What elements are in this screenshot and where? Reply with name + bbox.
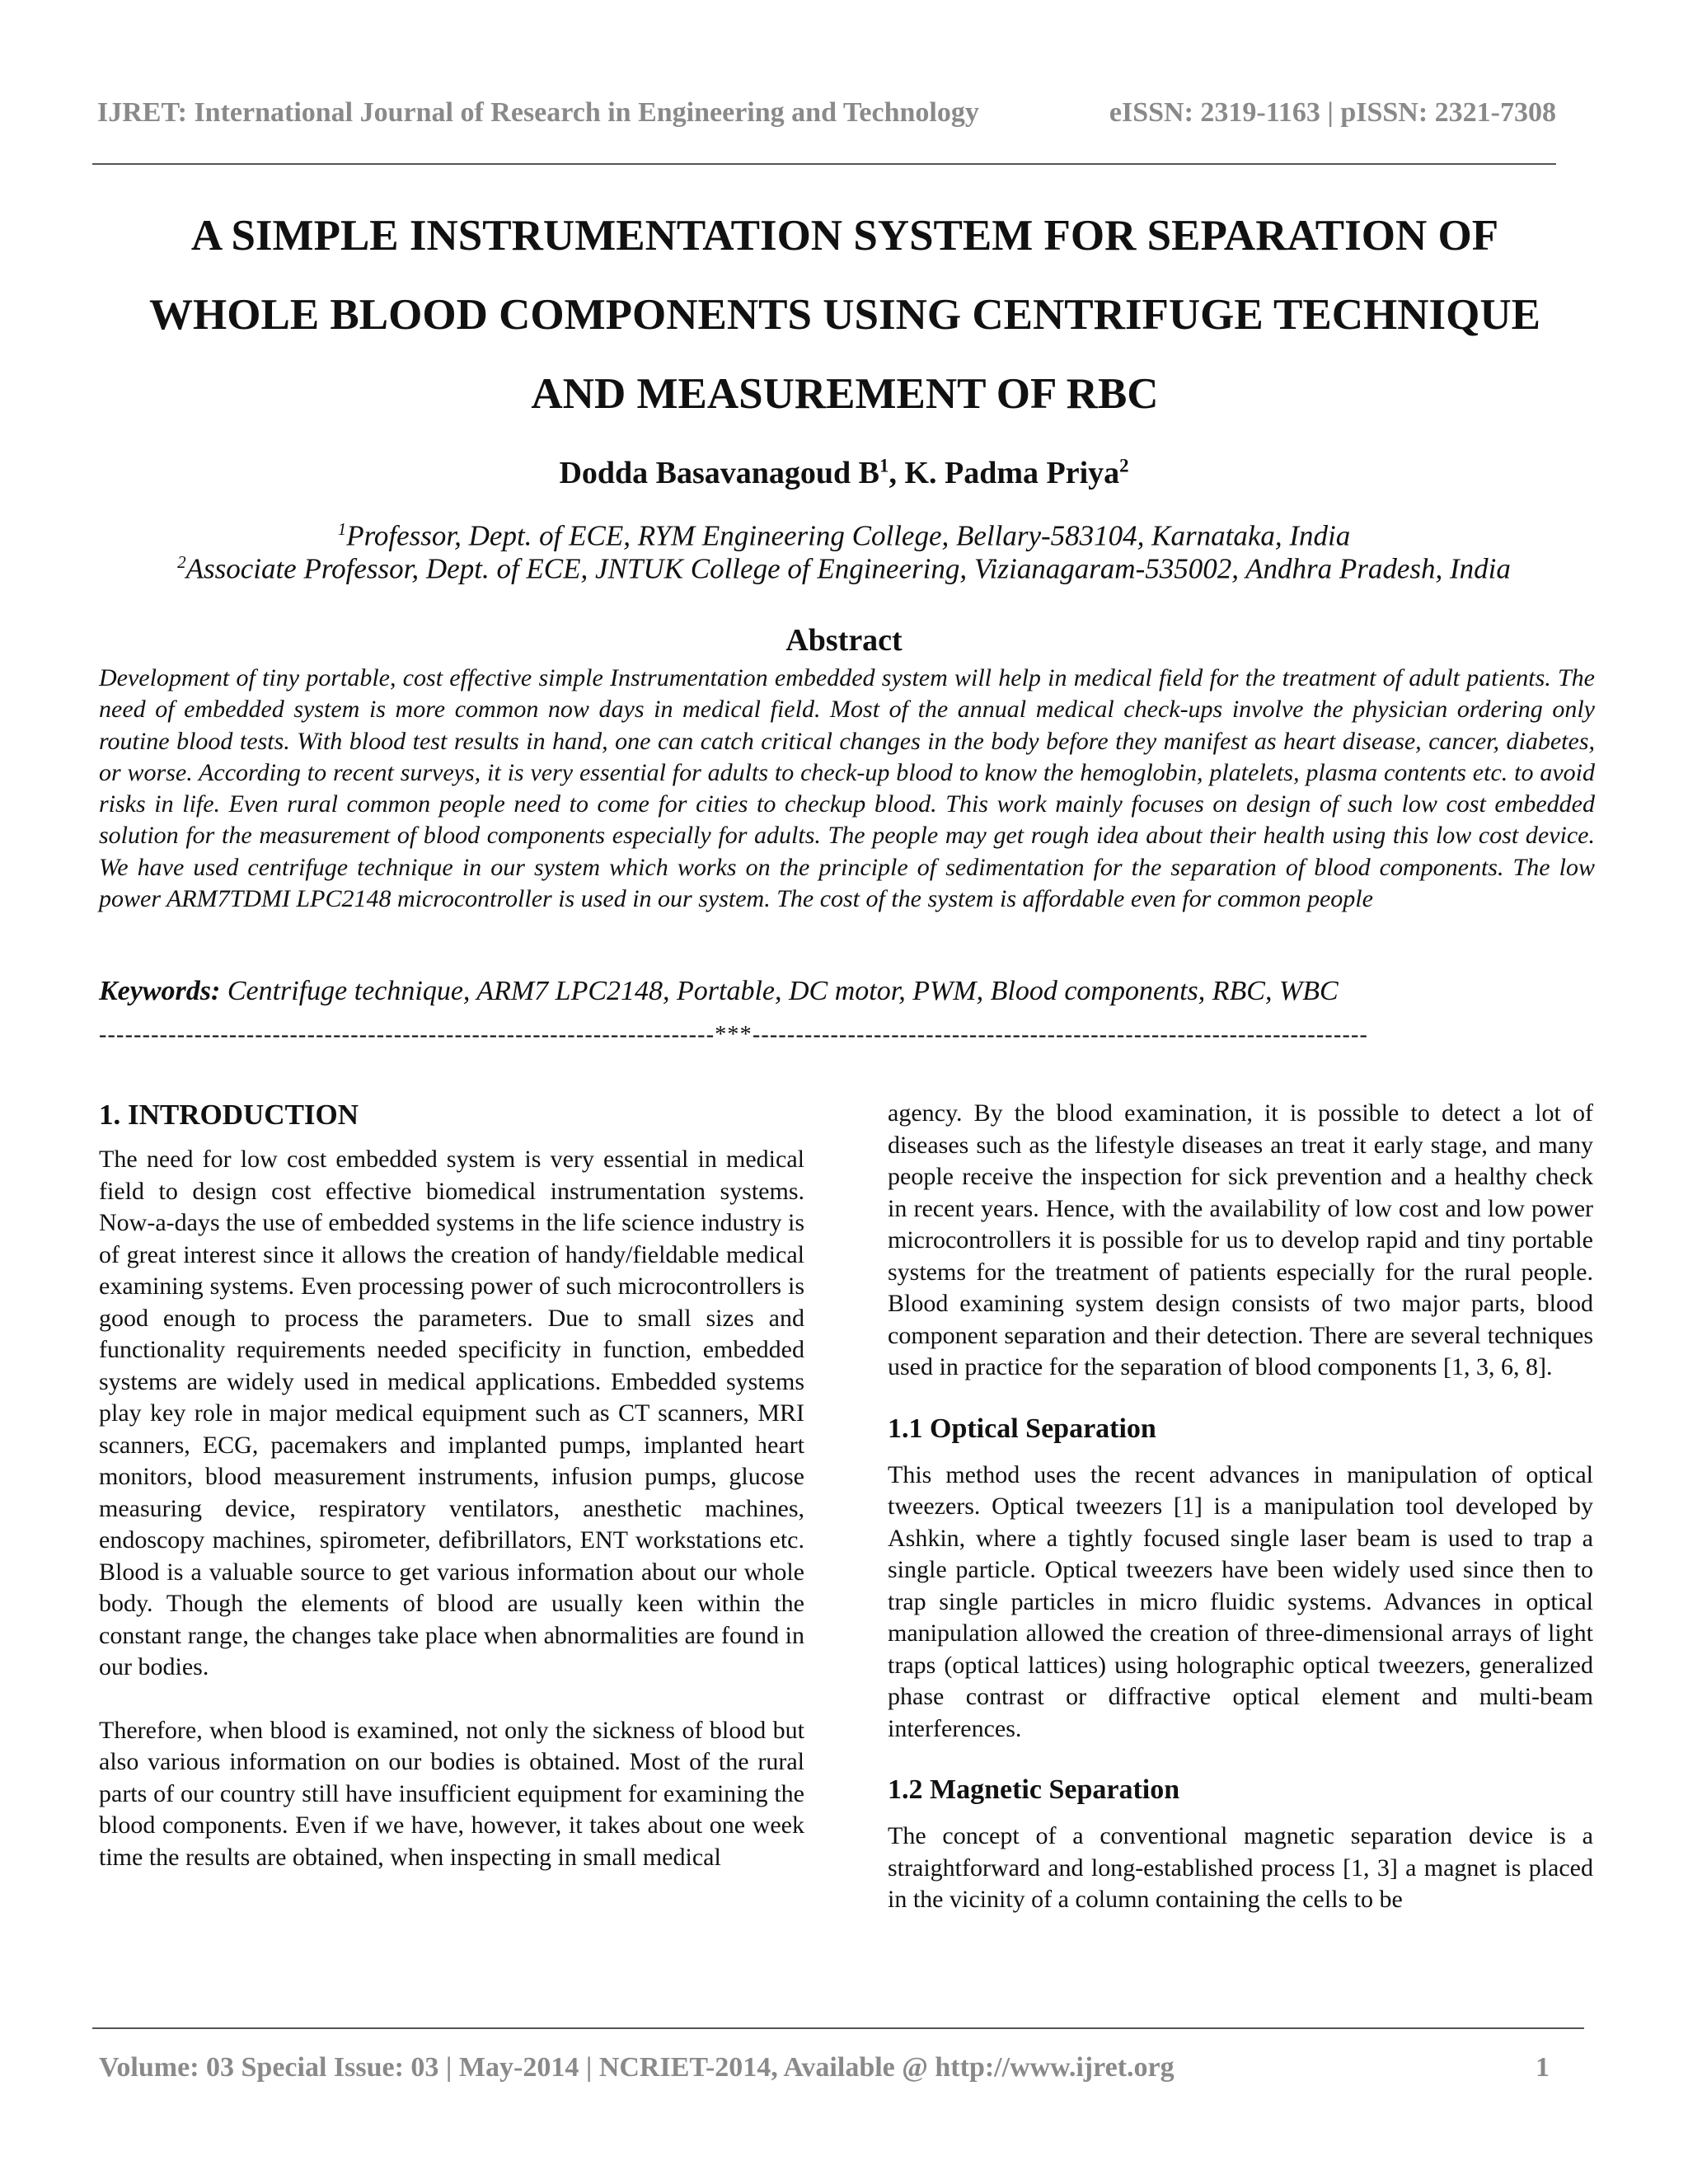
author-1-sup: 1 [879,455,889,476]
header-rule [92,163,1556,165]
section-separator: -----------------------------------------------------------------------***----------------------------------------------------------------------- [99,1022,1369,1047]
intro-paragraph-2: Therefore, when blood is examined, not only the sickness of blood but also various information on our bodies is obtained. Most of the rural parts of our country still have insufficient equipment for examining the blood components. Even if we have, however, it takes about one week time the results are obtained, when inspecting in small medical [99,1716,804,1871]
keywords-text: Centrifuge technique, ARM7 LPC2148, Portable, DC motor, PWM, Blood components, RBC, WBC [220,976,1339,1006]
author-2: , K. Padma Priya [889,456,1120,490]
magnetic-separation-paragraph: The concept of a conventional magnetic separation device is a straightforward and long-established process [1, 3] a magnet is placed in the vicinity of a column containing the cells to be [888,1822,1593,1913]
page-number: 1 [1536,2052,1550,2083]
running-header [97,97,1556,129]
affiliation-2-sup: 2 [177,552,186,572]
journal-name: IJRET: International Journal of Research in Engineering and Technology [97,97,979,128]
footer-rule [92,2027,1584,2029]
running-footer [99,2052,1550,2083]
optical-separation-paragraph: This method uses the recent advances in manipulation of optical tweezers. Optical tweezers [1] is a manipulation tool developed by Ashkin, where a tightly focused single laser beam is used to trap a single particle. Optical tweezers have been widely used since then to trap single particles in micro fluidic systems. Advances in optical manipulation allowed the creation of three-dimensional arrays of light traps (optical lattices) using holographic optical tweezers, generalized phase contrast or diffractive optical element and multi-beam interferences. [888,1460,1593,1742]
keywords [99,976,1595,1007]
author-2-sup: 2 [1119,455,1129,476]
affiliation-2 [0,552,1688,586]
title-line-2: WHOLE BLOOD COMPONENTS USING CENTRIFUGE TECHNIQUE [149,291,1540,339]
intro-heading: 1. INTRODUCTION [99,1099,359,1131]
magnetic-separation-heading: 1.2 Magnetic Separation [888,1774,1180,1805]
title-line-3: AND MEASUREMENT OF RBC [531,370,1159,418]
title-line-1: A SIMPLE INSTRUMENTATION SYSTEM FOR SEPARATION OF [190,212,1499,260]
keywords-label: Keywords: [99,976,221,1006]
affiliation-1 [0,519,1688,553]
abstract-heading: Abstract [785,623,903,658]
intro-paragraph-3: agency. By the blood examination, it is possible to detect a lot of diseases such as the lifestyle diseases an treat it early stage, and many people receive the inspection for sick prevention and a healthy check in recent years. Hence, with the availability of low cost and low power microcontrollers it is possible for us to develop rapid and tiny portable systems for the treatment of patients especially for the rural people. Blood examining system design consists of two major parts, blood component separation and their detection. There are several techniques used in practice for the separation of blood components [1, 3, 6, 8]. [888,1099,1593,1380]
affiliation-1-sup: 1 [337,519,347,539]
affiliation-2-text: Associate Professor, Dept. of ECE, JNTUK College of Engineering, Vizianagaram-535002, Andhra Pradesh, India [185,552,1511,585]
author-1: Dodda Basavanagoud B [559,456,880,490]
issn: eISSN: 2319-1163 | pISSN: 2321-7308 [1109,97,1556,128]
left-column [99,1098,804,1873]
optical-separation-heading: 1.1 Optical Separation [888,1413,1156,1444]
footer-text: Volume: 03 Special Issue: 03 | May-2014 | NCRIET-2014, Available @ http://www.ijret.org [99,2052,1175,2083]
intro-paragraph-1: The need for low cost embedded system is very essential in medical field to design cost effective biomedical instrumentation systems. Now-a-days the use of embedded systems in the life science industry is of great interest since it allows the creation of handy/fieldable medical examining systems. Even processing power of such microcontrollers is good enough to process the parameters. Due to small sizes and functionality requirements needed specificity in function, embedded systems are widely used in medical applications. Embedded systems play key role in major medical equipment such as CT scanners, MRI scanners, ECG, pacemakers and implanted pumps, implanted heart monitors, blood measurement instruments, infusion pumps, glucose measuring device, respiratory ventilators, anesthetic machines, endoscopy machines, spirometer, defibrillators, ENT workstations etc. Blood is a valuable source to get various information about our whole body. Though the elements of blood are usually keen within the constant range, the changes take place when abnormalities are found in our bodies. [99,1146,804,1680]
authors [0,455,1688,491]
affiliation-1-text: Professor, Dept. of ECE, RYM Engineering College, Bellary-583104, Karnataka, India [346,519,1351,552]
abstract-text: Development of tiny portable, cost effective simple Instrumentation embedded system will help in medical field for the treatment of adult patients. The need of embedded system is more common now days in medical field. Most of the annual medical check-ups involve the physician ordering only routine blood tests. With blood test results in hand, one can catch critical changes in the body before they manifest as heart disease, cancer, diabetes, or worse. According to recent surveys, it is very essential for adults to check-up blood to know the hemoglobin, platelets, plasma contents etc. to avoid risks in life. Even rural common people need to come for cities to checkup blood. This work mainly focuses on design of such low cost embedded solution for the measurement of blood components especially for adults. The people may get rough idea about their health using this low cost device. We have used centrifuge technique in our system which works on the principle of sedimentation for the separation of blood components. The low power ARM7TDMI LPC2148 microcontroller is used in our system. The cost of the system is affordable even for common people [99,664,1595,913]
paper-title [91,196,1599,434]
right-column [888,1098,1593,1916]
